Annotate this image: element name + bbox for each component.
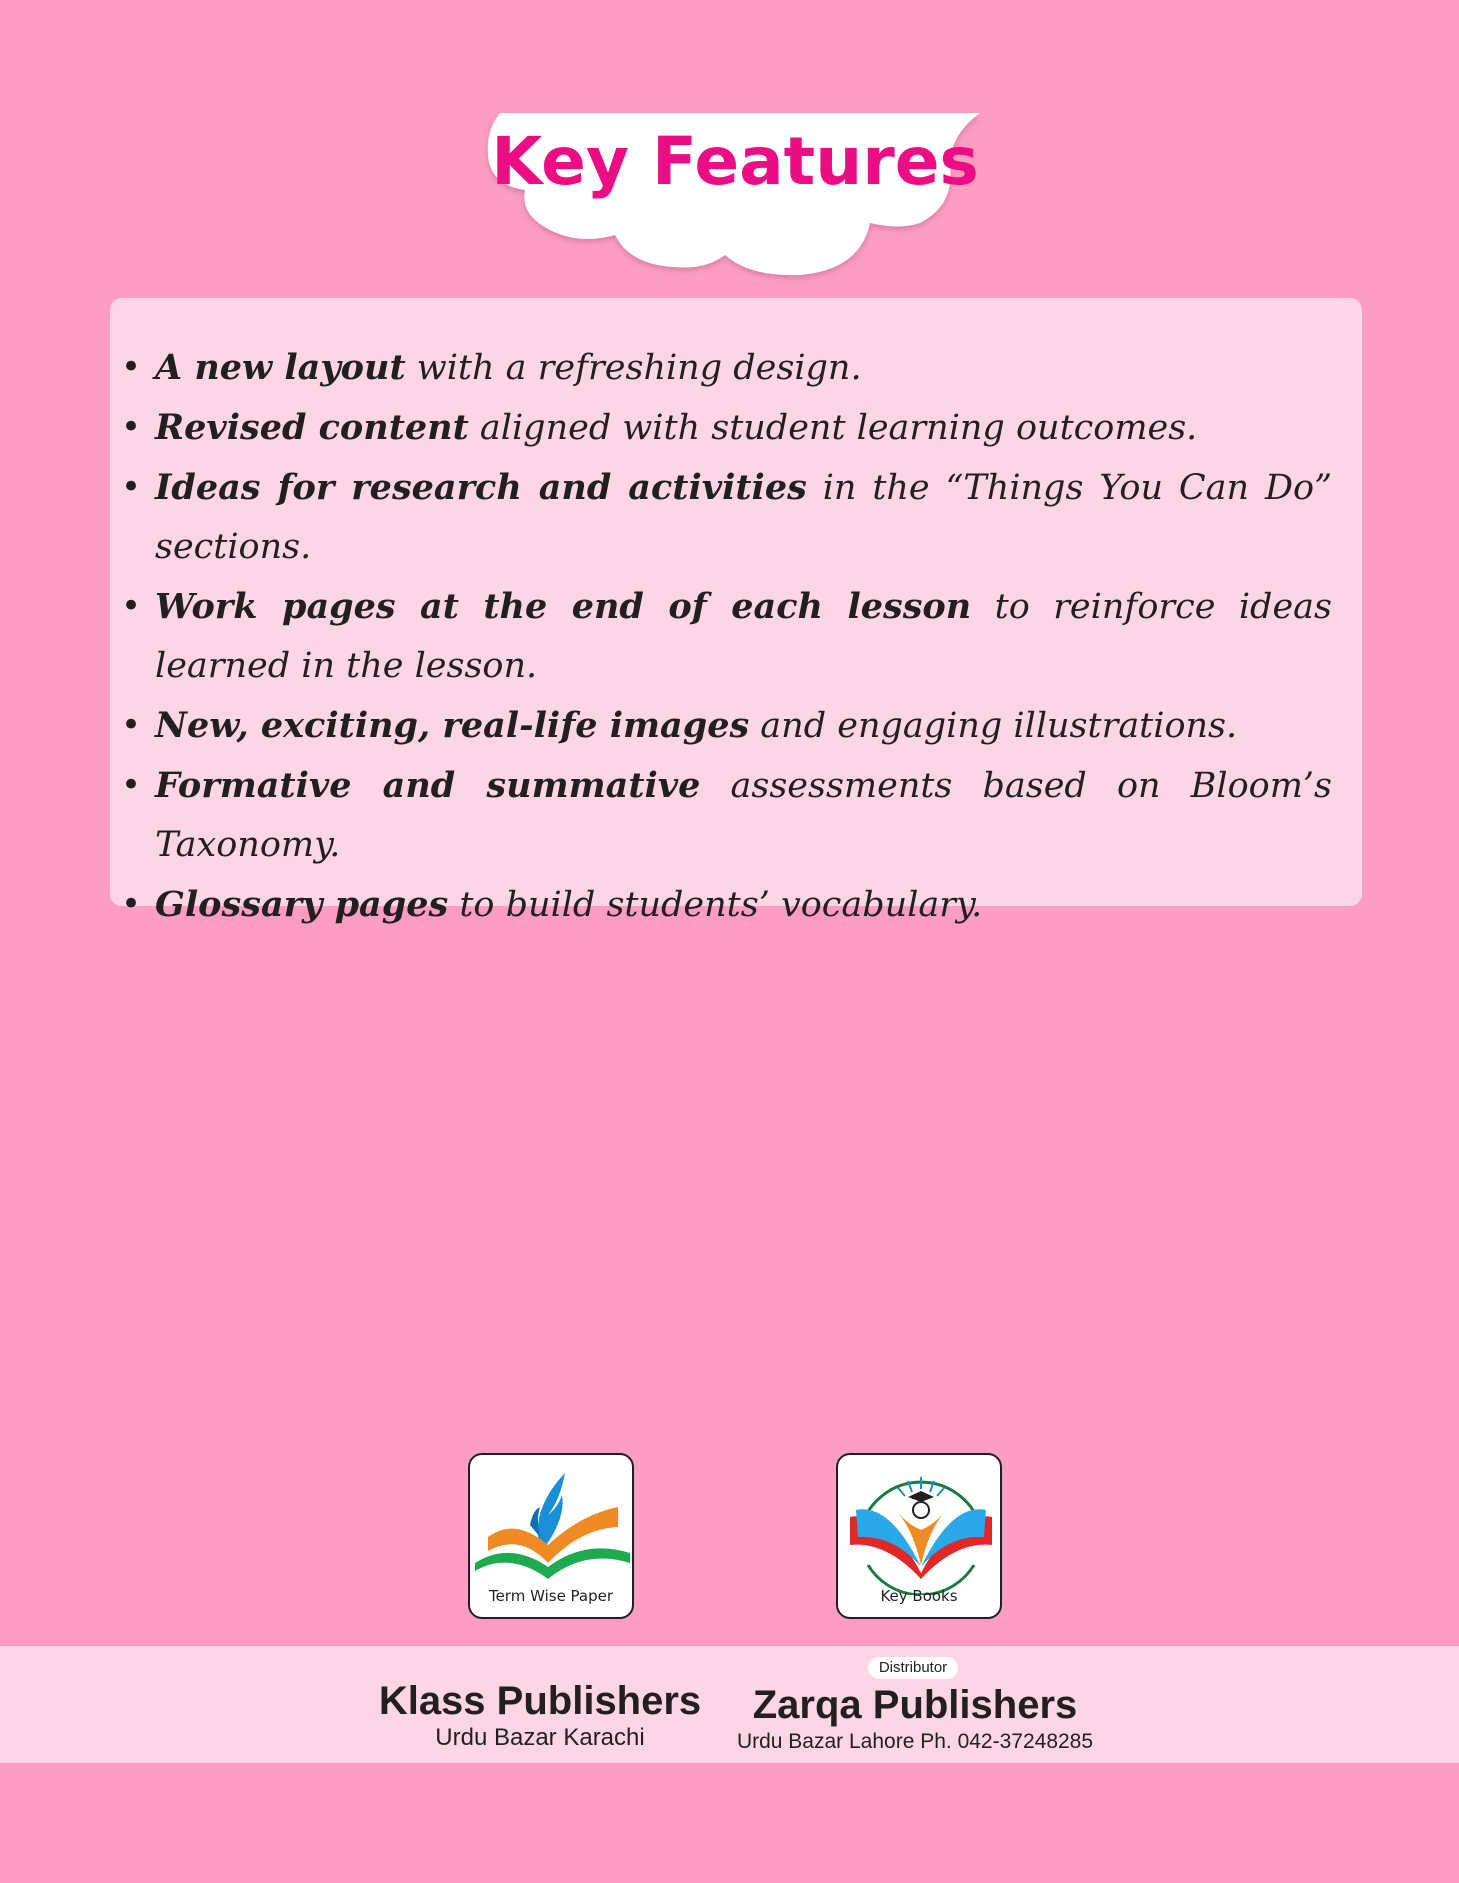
- feature-item: [121, 756, 1332, 875]
- key-books-logo-card: [836, 1453, 1002, 1619]
- feature-highlight: Work pages at the end of each lesson: [155, 586, 972, 627]
- logo-caption: Key Books: [880, 1587, 958, 1605]
- feature-item: [121, 458, 1332, 577]
- bullet-icon: •: [121, 884, 142, 924]
- bullet-icon: •: [121, 407, 142, 447]
- feature-highlight: Revised content: [155, 407, 469, 448]
- feature-highlight: A new layout: [155, 347, 406, 388]
- feature-item: [121, 398, 1332, 458]
- features-panel: [110, 298, 1362, 925]
- logo-caption: Term Wise Paper: [488, 1587, 614, 1605]
- feature-item: [121, 338, 1332, 398]
- publisher-name: Zarqa Publishers: [752, 1683, 1078, 1727]
- bullet-icon: •: [121, 765, 142, 805]
- key-features-cloud: [480, 105, 990, 290]
- klass-publishers-block: [340, 1678, 740, 1752]
- feature-highlight: Glossary pages: [155, 884, 449, 925]
- feature-text: and engaging illustrations.: [749, 706, 1238, 746]
- features-list: [121, 338, 1332, 935]
- term-wise-paper-logo-card: [468, 1453, 634, 1619]
- bullet-icon: •: [121, 347, 142, 387]
- feature-text: to build students’ vocabulary.: [448, 885, 983, 925]
- distributor-badge: Distributor: [868, 1657, 958, 1679]
- publisher-name: Klass Publishers: [378, 1679, 702, 1723]
- feature-item: [121, 577, 1332, 696]
- feature-text: assessments based on Bloom’s Taxonomy.: [155, 766, 1332, 865]
- feature-item: [121, 696, 1332, 756]
- feature-highlight: Ideas for research and activities: [155, 467, 807, 508]
- page-title: Key Features: [491, 123, 979, 200]
- publisher-address: Urdu Bazar Karachi: [435, 1724, 645, 1751]
- zarqa-publishers-block: [715, 1682, 1115, 1756]
- feature-highlight: New, exciting, real-life images: [155, 705, 750, 746]
- bullet-icon: •: [121, 467, 142, 507]
- feature-text: in the “Things You Can Do” sections.: [155, 468, 1332, 567]
- feature-text: with a refreshing design.: [405, 348, 862, 388]
- feature-item: [121, 875, 1332, 935]
- key-books-book-icon: [838, 1455, 1004, 1595]
- publisher-address: Urdu Bazar Lahore Ph. 042-37248285: [736, 1730, 1094, 1753]
- feature-text: aligned with student learning outcomes.: [468, 408, 1198, 448]
- bullet-icon: •: [121, 705, 142, 745]
- open-book-feather-icon: [470, 1455, 636, 1595]
- feature-text: to reinforce ideas learned in the lesson.: [155, 587, 1332, 686]
- feature-highlight: Formative and summative: [155, 765, 701, 806]
- bullet-icon: •: [121, 586, 142, 626]
